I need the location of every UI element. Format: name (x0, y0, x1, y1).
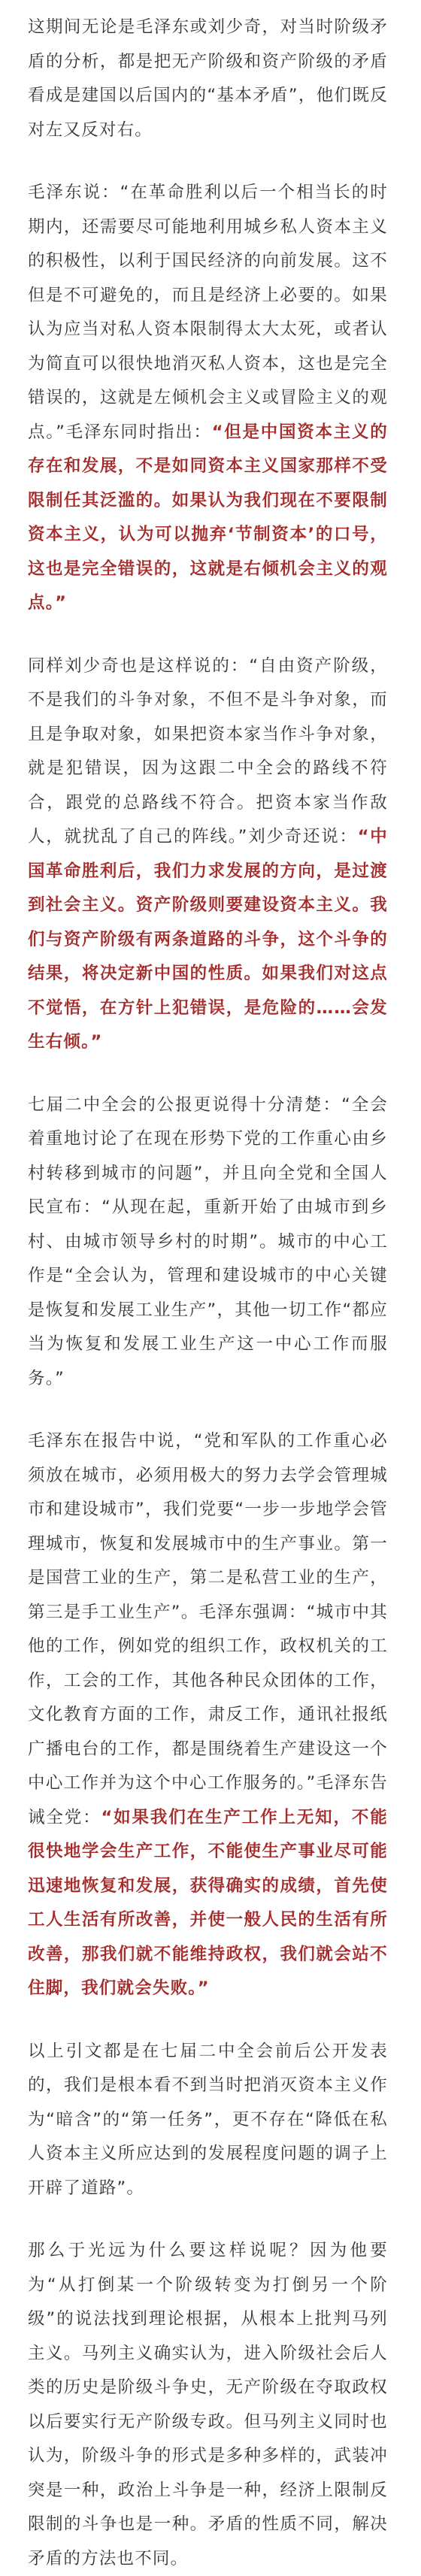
paragraph-2-text: 毛泽东说：“在革命胜利以后一个相当长的时期内，还需要尽可能地利用城乡私人资本主义的积极性，以利于国民经济的向前发展。这不但是不可避免的，而且是经济上必要的。如果认为应当对私人资本限制得太大太死，或者认为简直可以很快地消灭私人资本，这也是完全错误的，这就是左倾机会主义或冒险主义的观点。”毛泽东同时指出： (28, 183, 388, 442)
paragraph-7-text: 那么于光远为什么要这样说呢？因为他要为“从打倒某一个阶级转变为打倒另一个阶级”的说法找到理论根据，从根本上批判马列主义。马列主义确实认为，进入阶级社会后人类的历史是阶级斗争史，无产阶级在夺取政权以后要实行无产阶级专政。但马列主义同时也认为，阶级斗争的形式是多种多样的，武装冲突是一种，政治上斗争是一种，经济上限制反限制的斗争也是一种。矛盾的性质不同，解决矛盾的方法也不同。 (28, 2241, 388, 2568)
paragraph-6-text: 以上引文都是在七届二中全会前后公开发表的，我们是根本看不到当时把消灭资本主义作为“暗含”的“第一任务”，更不存在“降低在私人资本主义所应达到的发展程度问题的调子上开辟了道路”。 (28, 2041, 388, 2198)
paragraph-2 (28, 176, 388, 621)
paragraph-3-text: 同样刘少奇也是这样说的：“自由资产阶级，不是我们的斗争对象，不但不是斗争对象，而且是争取对象，如果把资本家当作斗争对象，就是犯错误，因为这跟二中全会的路线不符合，跟党的总路线不符合。把资本家当作敌人，就扰乱了自己的阵线。”刘少奇还说： (28, 655, 388, 846)
paragraph-1-text: 这期间无论是毛泽东或刘少奇，对当时阶级矛盾的分析，都是把无产阶级和资产阶级的矛盾看成是建国以后国内的“基本矛盾”，他们既反对左又反对右。 (28, 17, 388, 140)
paragraph-3-emphasis-quote: “中国革命胜利后，我们力求发展的方向，是过渡到社会主义。资产阶级则要建设资本主义。我们与资产阶级有两条道路的斗争，这个斗争的结果，将决定新中国的性质。如果我们对这点不觉悟，在方针上犯错误，是危险的……会发生右倾。” (28, 827, 388, 1052)
paragraph-1 (28, 11, 388, 147)
paragraph-6 (28, 2035, 388, 2206)
paragraph-7 (28, 2234, 388, 2576)
paragraph-5-text: 毛泽东在报告中说，“党和军队的工作重心必须放在城市，必须用极大的努力去学会管理城市和建设城市”，我们党要“一步一步地学会管理城市，恢复和发展城市中的生产事业。第一是国营工业的生产，第二是私营工业的生产，第三是手工业生产”。毛泽东强调：“城市中其他的工作，例如党的组织工作，政权机关的工作，工会的工作，其他各种民众团体的工作，文化教育方面的工作，肃反工作，通讯社报纸广播电台的工作，都是围绕着生产建设这一个中心工作并为这个中心工作服务的。”毛泽东告诫全党： (28, 1431, 388, 1827)
paragraph-5 (28, 1424, 388, 2006)
paragraph-4 (28, 1088, 388, 1397)
paragraph-2-emphasis-quote: “但是中国资本主义的存在和发展，不是如同资本主义国家那样不受限制任其泛滥的。如果认为我们现在不要限制资本主义，认为可以抛弃‘节制资本’的口号，这也是完全错误的，这就是右倾机会主义的观点。” (28, 422, 388, 613)
paragraph-5-emphasis-quote: “如果我们在生产工作上无知，不能很快地学会生产工作，不能使生产事业尽可能迅速地恢复和发展，获得确实的成绩，首先使工人生活有所改善，并使一般人民的生活有所改善，那我们就不能维持政权，我们就会站不住脚，我们就会失败。” (28, 1807, 388, 1998)
paragraph-3 (28, 649, 388, 1060)
paragraph-4-text: 七届二中全会的公报更说得十分清楚：“全会着重地讨论了在现在形势下党的工作重心由乡村转移到城市的问题”，并且向全党和全国人民宣布：“从现在起，重新开始了由城市到乡村、由城市领导乡村的时期”。城市的中心工作是“全会认为，管理和建设城市的中心关键是恢复和发展工业生产”，其他一切工作“都应当为恢复和发展工业生产这一中心工作而服务。” (28, 1094, 388, 1388)
